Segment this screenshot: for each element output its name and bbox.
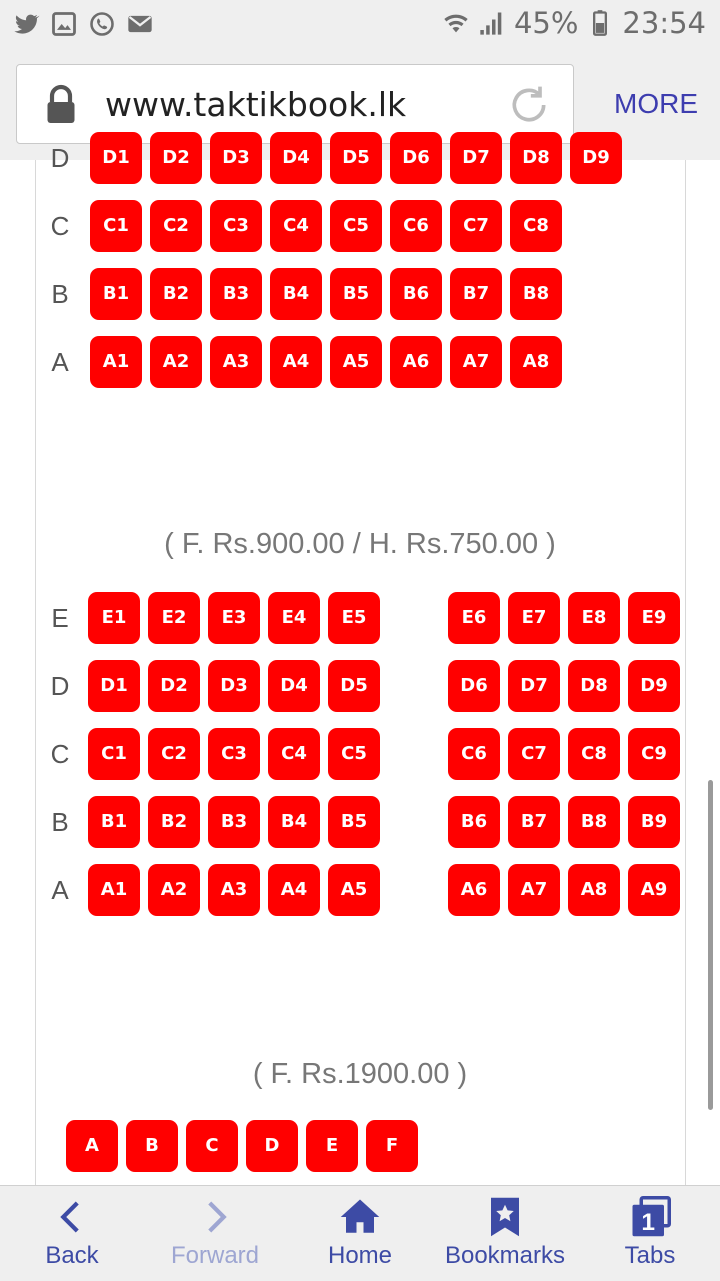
seat[interactable]: B3	[210, 268, 262, 320]
url-text[interactable]: www.taktikbook.lk	[105, 85, 407, 124]
bookmark-star-icon	[484, 1196, 526, 1238]
seat[interactable]: E7	[508, 592, 560, 644]
seat[interactable]: B4	[270, 268, 322, 320]
seat[interactable]: A7	[508, 864, 560, 916]
seat[interactable]: D6	[448, 660, 500, 712]
seat[interactable]: E4	[268, 592, 320, 644]
seat[interactable]: B3	[208, 796, 260, 848]
seat[interactable]: A6	[390, 336, 442, 388]
seat[interactable]: D2	[148, 660, 200, 712]
seat[interactable]: A3	[210, 336, 262, 388]
seat[interactable]: B6	[448, 796, 500, 848]
clock: 23:54	[622, 6, 706, 40]
seat[interactable]: C3	[208, 728, 260, 780]
seat[interactable]: C6	[448, 728, 500, 780]
seat[interactable]: A7	[450, 336, 502, 388]
seat[interactable]: D2	[150, 132, 202, 184]
forward-label: Forward	[170, 1242, 260, 1269]
seat[interactable]: A4	[270, 336, 322, 388]
row-label: E	[51, 603, 69, 633]
seat[interactable]: B9	[628, 796, 680, 848]
seat[interactable]: A6	[448, 864, 500, 916]
seat[interactable]: A4	[268, 864, 320, 916]
seat[interactable]: C9	[628, 728, 680, 780]
seat[interactable]: C4	[270, 200, 322, 252]
seat[interactable]: C7	[508, 728, 560, 780]
tabs-label: Tabs	[624, 1242, 676, 1269]
seat[interactable]: B2	[150, 268, 202, 320]
seat[interactable]: A9	[628, 864, 680, 916]
seat[interactable]: A8	[568, 864, 620, 916]
row-label: C	[50, 739, 70, 769]
seat[interactable]: C1	[88, 728, 140, 780]
seat[interactable]: A5	[328, 864, 380, 916]
chevron-left-icon	[51, 1196, 93, 1238]
tabs-icon	[629, 1196, 671, 1238]
seat[interactable]: B8	[568, 796, 620, 848]
back-button[interactable]	[22, 1186, 122, 1281]
seat[interactable]: C7	[450, 200, 502, 252]
seat[interactable]: D4	[268, 660, 320, 712]
bottom-navigation	[0, 1185, 720, 1281]
seat[interactable]: B7	[508, 796, 560, 848]
seat[interactable]: C4	[268, 728, 320, 780]
seat[interactable]: D7	[508, 660, 560, 712]
seat[interactable]: C6	[390, 200, 442, 252]
seat[interactable]: C8	[510, 200, 562, 252]
seat[interactable]: A1	[88, 864, 140, 916]
mail-icon	[126, 10, 154, 38]
bookmarks-button[interactable]	[440, 1186, 570, 1281]
lock-icon	[43, 85, 79, 125]
seat[interactable]: B1	[90, 268, 142, 320]
seat[interactable]: A3	[208, 864, 260, 916]
seat[interactable]: A5	[330, 336, 382, 388]
seat[interactable]: C5	[330, 200, 382, 252]
price-label: ( F. Rs.1900.00 )	[252, 1058, 468, 1090]
seat[interactable]: B6	[390, 268, 442, 320]
home-label: Home	[327, 1242, 393, 1269]
price-label: ( F. Rs.900.00 / H. Rs.750.00 )	[164, 528, 556, 560]
seat[interactable]: C2	[148, 728, 200, 780]
seat[interactable]: D1	[90, 132, 142, 184]
system-status	[442, 6, 706, 40]
seat[interactable]: B4	[268, 796, 320, 848]
seat[interactable]: C5	[328, 728, 380, 780]
seat[interactable]: B1	[88, 796, 140, 848]
seat[interactable]: E8	[568, 592, 620, 644]
tab-count: 1	[641, 1209, 656, 1237]
divider	[35, 160, 36, 1185]
row-label: A	[51, 875, 69, 905]
seat[interactable]: A2	[150, 336, 202, 388]
seat[interactable]: B8	[510, 268, 562, 320]
notification-icons	[12, 10, 154, 38]
seat[interactable]: B5	[330, 268, 382, 320]
seat[interactable]: B	[126, 1120, 178, 1172]
seat[interactable]: E9	[628, 592, 680, 644]
reload-icon[interactable]	[507, 83, 551, 127]
tabs-button[interactable]	[600, 1186, 700, 1281]
seat[interactable]: C2	[150, 200, 202, 252]
seat[interactable]: E5	[328, 592, 380, 644]
row-label: B	[51, 279, 69, 309]
seat[interactable]: D4	[270, 132, 322, 184]
seat[interactable]: D8	[568, 660, 620, 712]
status-bar	[0, 0, 720, 50]
seat[interactable]: B2	[148, 796, 200, 848]
seat[interactable]: F	[366, 1120, 418, 1172]
battery-percent: 45%	[513, 6, 579, 40]
home-button[interactable]	[310, 1186, 410, 1281]
seat[interactable]: C1	[90, 200, 142, 252]
seat[interactable]: D6	[390, 132, 442, 184]
seat-map	[0, 143, 720, 1185]
seat[interactable]: B5	[328, 796, 380, 848]
seat[interactable]: B7	[450, 268, 502, 320]
seat[interactable]: E	[306, 1120, 358, 1172]
whatsapp-icon	[88, 10, 116, 38]
row-label: C	[50, 211, 70, 241]
seat[interactable]: E6	[448, 592, 500, 644]
seat[interactable]: D1	[88, 660, 140, 712]
seat[interactable]: E2	[148, 592, 200, 644]
seat[interactable]: C3	[210, 200, 262, 252]
seat[interactable]: A8	[510, 336, 562, 388]
seat[interactable]: E3	[208, 592, 260, 644]
seat-row-premium	[0, 1120, 720, 1172]
wifi-icon	[442, 9, 470, 37]
forward-button[interactable]	[160, 1186, 270, 1281]
row-label: D	[50, 143, 70, 173]
bookmarks-label: Bookmarks	[444, 1242, 566, 1269]
seat[interactable]: D	[246, 1120, 298, 1172]
gallery-icon	[50, 10, 78, 38]
seat[interactable]: E1	[88, 592, 140, 644]
seat[interactable]: D3	[210, 132, 262, 184]
more-button[interactable]: MORE	[614, 88, 698, 119]
seat[interactable]: D5	[328, 660, 380, 712]
scrollbar[interactable]	[708, 780, 713, 1110]
seat[interactable]: D8	[510, 132, 562, 184]
divider	[685, 160, 686, 1185]
row-label: A	[51, 347, 69, 377]
seat[interactable]: D9	[628, 660, 680, 712]
seat[interactable]: D9	[570, 132, 622, 184]
seat[interactable]: D3	[208, 660, 260, 712]
seat[interactable]: C8	[568, 728, 620, 780]
twitter-icon	[12, 10, 40, 38]
home-icon	[339, 1196, 381, 1238]
seat[interactable]: A1	[90, 336, 142, 388]
battery-icon	[586, 9, 614, 37]
seat[interactable]: C	[186, 1120, 238, 1172]
chevron-right-icon	[194, 1196, 236, 1238]
row-label: D	[50, 671, 70, 701]
seat[interactable]: D5	[330, 132, 382, 184]
seat[interactable]: A	[66, 1120, 118, 1172]
seat[interactable]: D7	[450, 132, 502, 184]
seat[interactable]: A2	[148, 864, 200, 916]
back-label: Back	[45, 1242, 99, 1269]
signal-icon	[478, 9, 506, 37]
row-label: B	[51, 807, 69, 837]
